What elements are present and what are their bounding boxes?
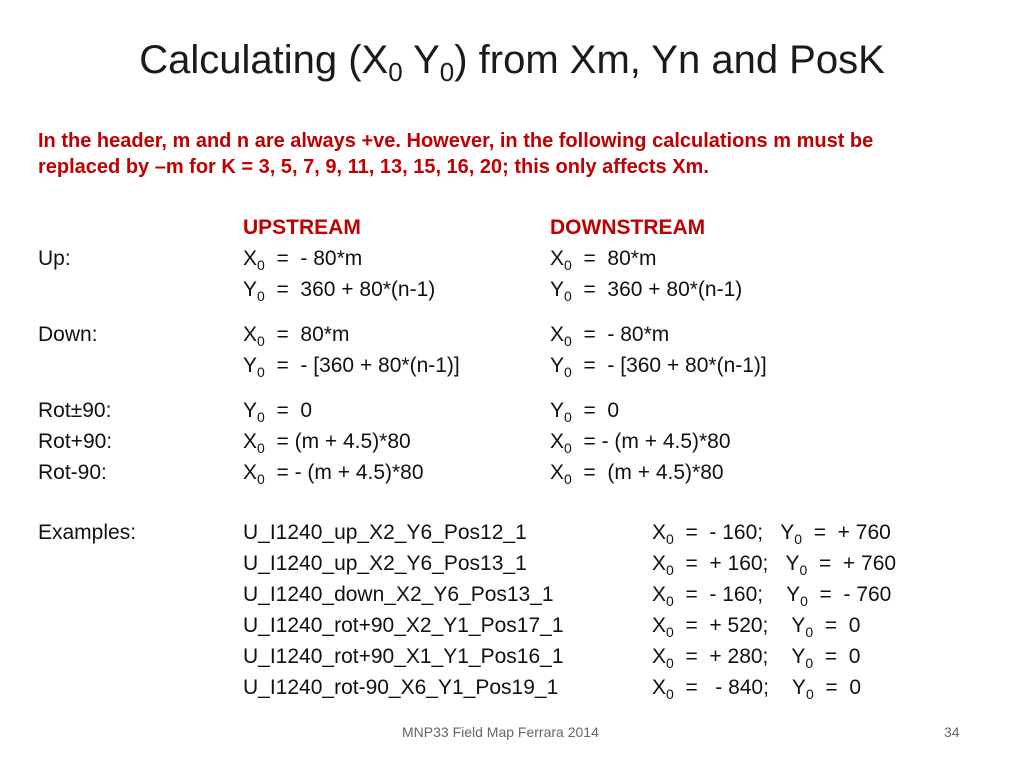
example-name: U_I1240_rot-90_X6_Y1_Pos19_1	[243, 676, 559, 699]
row-label-down: Down:	[38, 323, 98, 346]
slide-number: 34	[944, 724, 960, 740]
example-result: $X_0$ = - 840; $Y_0 = 0$	[652, 676, 862, 702]
formula-rot-minus90-upstream: $X_0$ = - (m + 4.5)*80	[243, 461, 424, 487]
formula-up-downstream-y: $Y_0 = 360 + 80*(n-1)$	[550, 278, 743, 304]
example-name: U_I1240_rot+90_X1_Y1_Pos16_1	[243, 645, 564, 668]
row-label-rot-plus90: Rot+90:	[38, 430, 113, 453]
row-label-rot-pm90: Rot±90:	[38, 399, 112, 422]
formula-rot-pm90-upstream: $Y_0 = 0$	[243, 399, 313, 425]
formula-rot-pm90-downstream: $Y_0 = 0$	[550, 399, 620, 425]
upstream-header: UPSTREAM	[243, 216, 361, 239]
example-result: $X_0$ = + 280; $Y_0 = 0$	[652, 645, 861, 671]
example-result: $X_0$ = + 160; $Y_0$ = + 760	[652, 552, 897, 578]
formula-down-downstream-x: $X_0$ = - 80*m	[550, 323, 670, 349]
formula-down-downstream-y: $Y_0$ = - [360 + 80*(n-1)]	[550, 354, 767, 380]
footer-text: MNP33 Field Map Ferrara 2014	[402, 724, 599, 740]
row-label-rot-minus90: Rot-90:	[38, 461, 107, 484]
row-label-examples: Examples:	[38, 521, 137, 544]
formula-up-downstream-x: $X_0 = 80*m$	[550, 247, 657, 273]
formula-rot-plus90-upstream: $X_0 = (m + 4.5)*80$	[243, 430, 411, 456]
example-result: $X_0$ = - 160; $Y_0$ = + 760	[652, 521, 891, 547]
intro-line: In the header, m and n are always +ve. However, in the following calculations m must be	[38, 130, 874, 152]
formula-down-upstream-x: $X_0 = 80*m$	[243, 323, 350, 349]
example-result: $X_0$ = + 520; $Y_0 = 0$	[652, 614, 861, 640]
formula-down-upstream-y: $Y_0$ = - [360 + 80*(n-1)]	[243, 354, 460, 380]
formula-rot-minus90-downstream: $X_0 = (m + 4.5)*80$	[550, 461, 724, 487]
formula-rot-plus90-downstream: $X_0$ = - (m + 4.5)*80	[550, 430, 731, 456]
intro-note	[38, 128, 998, 180]
slide-title: Calculating ($X_0$ $Y_0$) from Xm, Yn and PosK	[139, 38, 885, 87]
downstream-header: DOWNSTREAM	[550, 216, 706, 239]
intro-line: replaced by –m for K = 3, 5, 7, 9, 11, 13, 15, 16, 20; this only affects Xm.	[38, 156, 709, 178]
example-name: U_I1240_rot+90_X2_Y1_Pos17_1	[243, 614, 564, 637]
formula-up-upstream-x: $X_0$ = - 80*m	[243, 247, 363, 273]
example-name: U_I1240_up_X2_Y6_Pos13_1	[243, 552, 527, 575]
example-name: U_I1240_up_X2_Y6_Pos12_1	[243, 521, 527, 544]
formula-up-upstream-y: $Y_0 = 360 + 80*(n-1)$	[243, 278, 436, 304]
example-name: U_I1240_down_X2_Y6_Pos13_1	[243, 583, 554, 606]
row-label-up: Up:	[38, 247, 71, 270]
example-result: $X_0$ = - 160; $Y_0$ = - 760	[652, 583, 892, 609]
